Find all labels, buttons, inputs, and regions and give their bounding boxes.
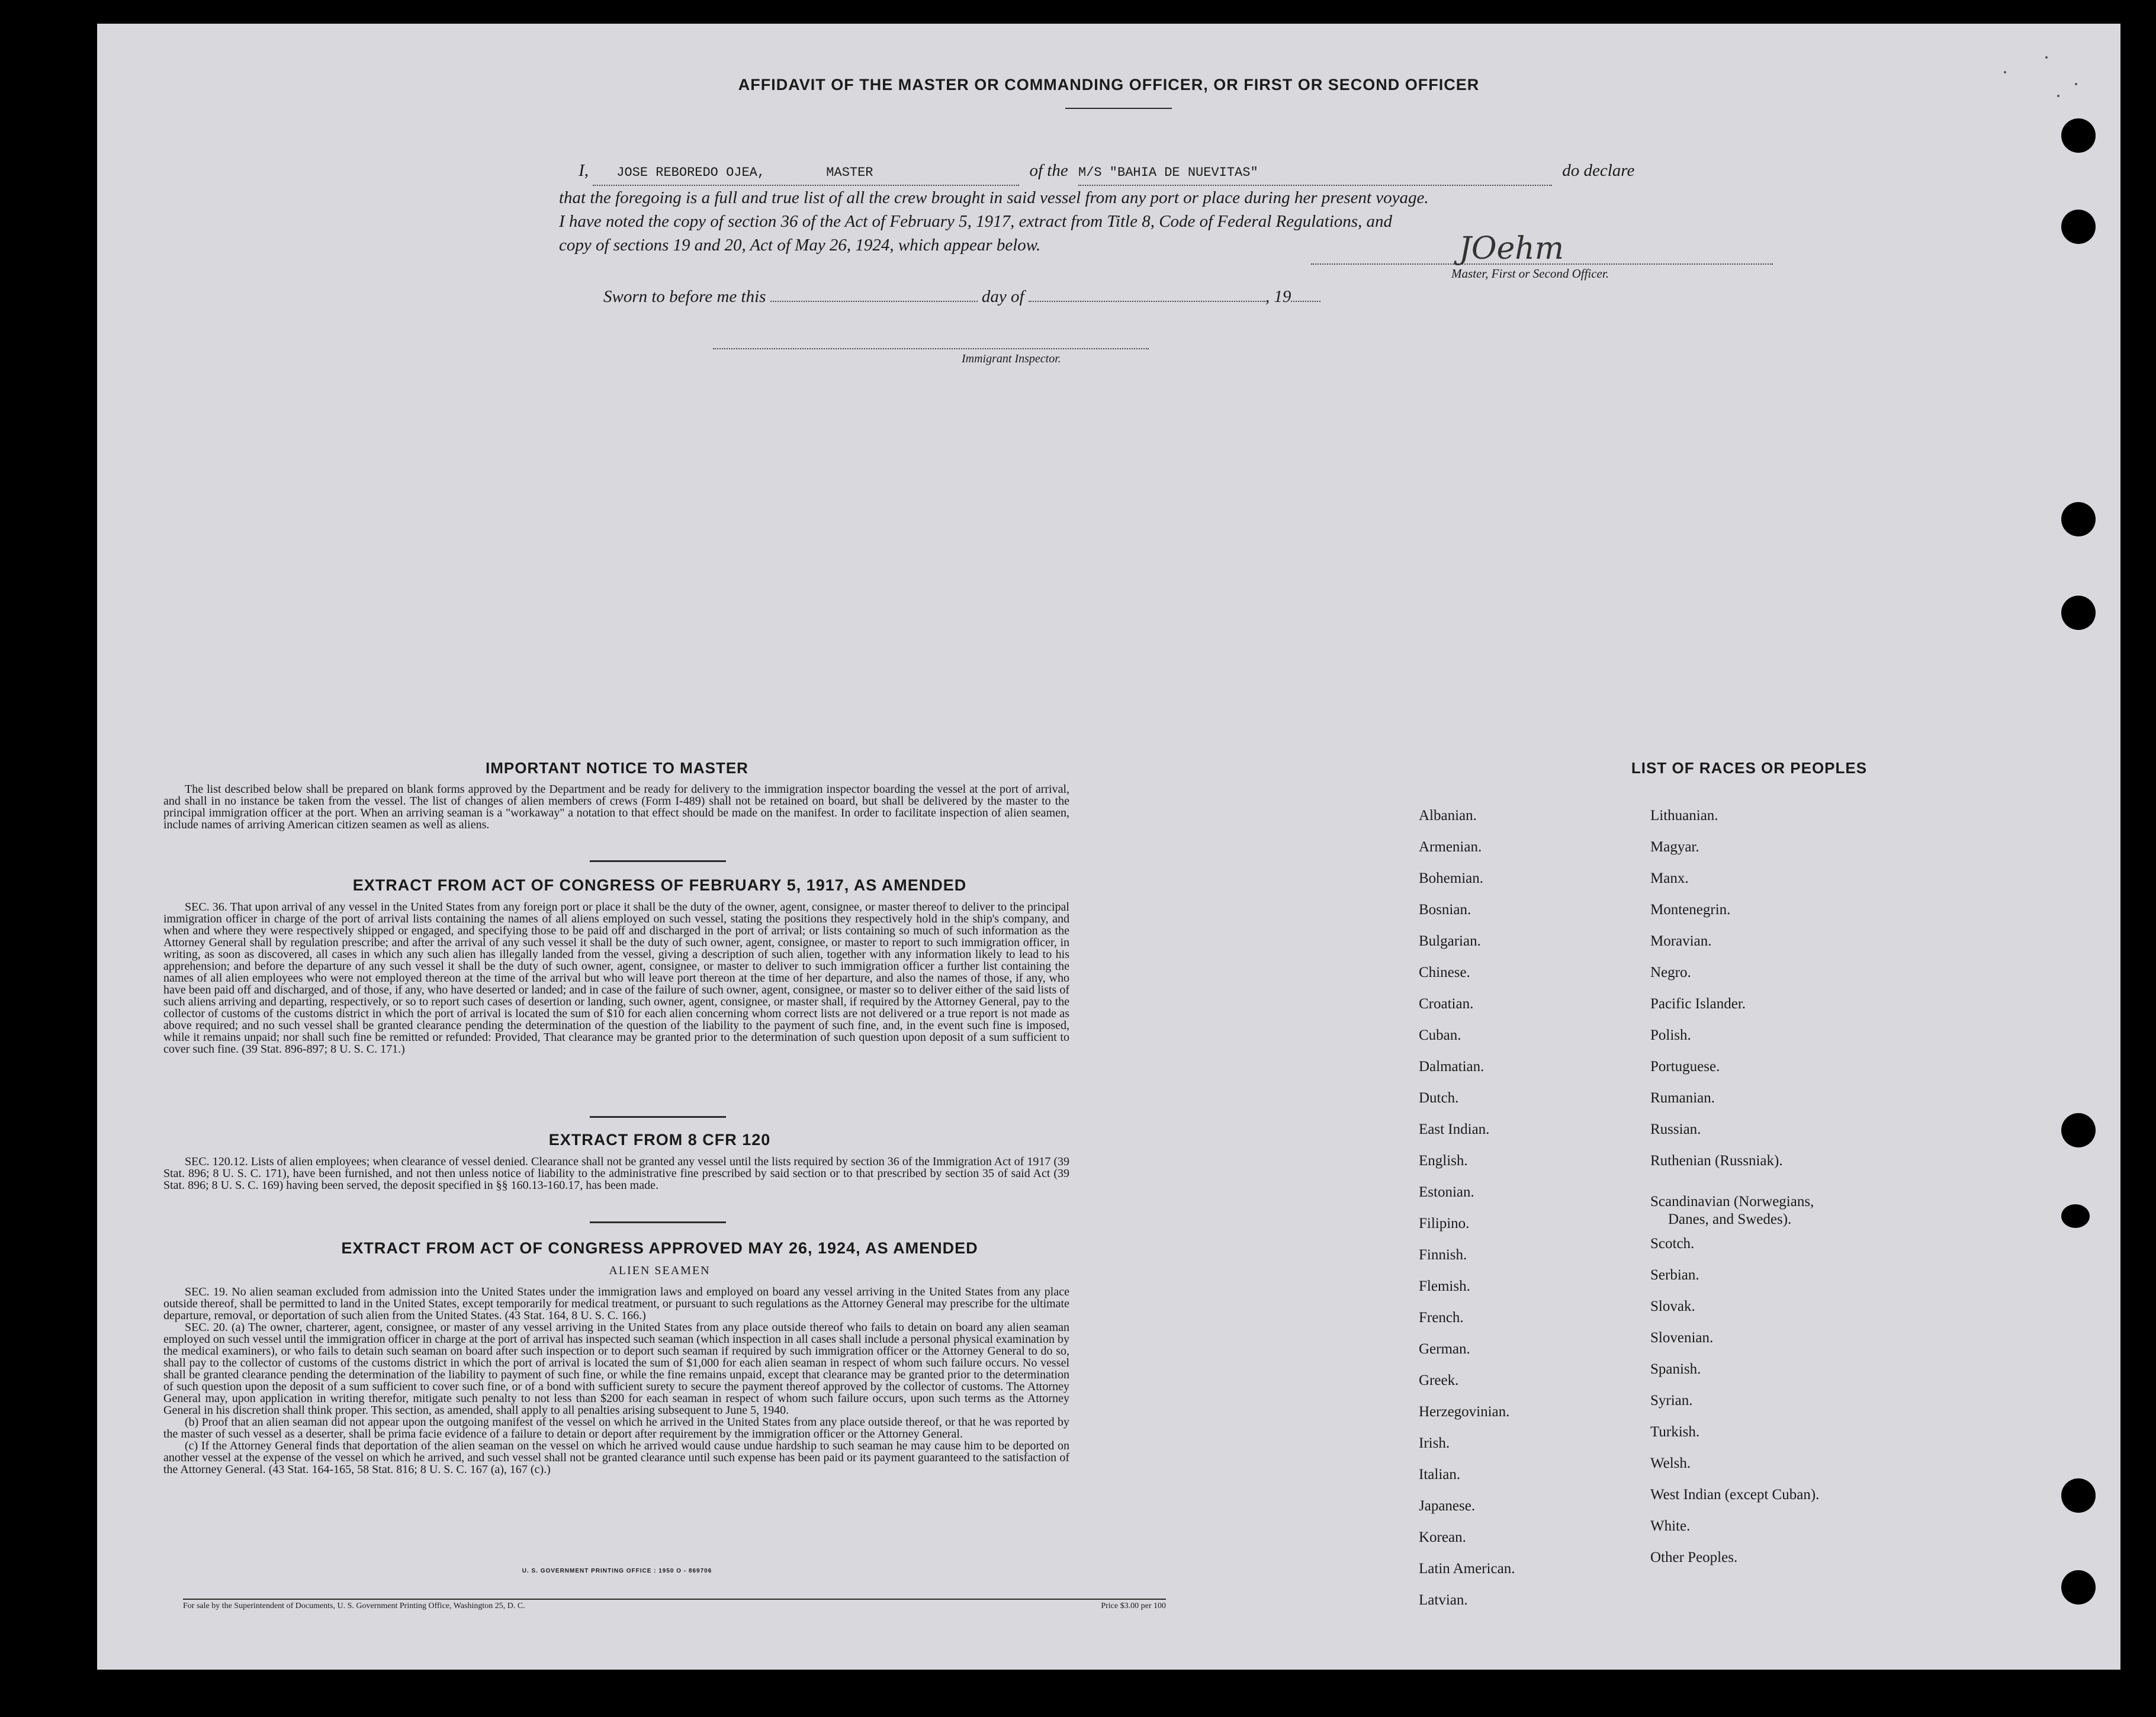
master-name: JOSE REBOREDO OJEA,: [616, 165, 766, 180]
sworn-date-field: [770, 301, 978, 302]
extract-1917-text: SEC. 36. That upon arrival of any vessel in the United States from any foreign port or place it shall be the duty of the owner, agent, consignee, or master thereof to deliver to the principal immigration officer in charge of the port of arrival lists containing the names of all aliens employed on such vessel, stating the positions they respectively hold in the ship's company, and when and where they were respectively shipped or engaged, and specifying those to be paid off and discharged in the port of arrival; or lists containing so much of such information as the Attorney General shall by regulation prescribe; and after the arrival of any such vessel it shall be the duty of such owner, agent, consignee, or master to report to such immigration officer, in writing, as soon as discovered, all cases in which any such alien has illegally landed from the vessel, giving a description of such alien, together with any information likely to lead to his apprehension; and before the departure of any such vessel it shall be the duty of such owner, agent, consignee, or master to deliver to such immigration officer a further list containing the names of all alien employees who were not employed thereon at the time of the arrival but who will leave port thereon at the time of her departure, and also the names of those, if any, who have been paid off and discharged, and of those, if any, who have deserted or landed; and in case of the failure of such owner, agent, consignee, or master so to deliver either of the said lists of such aliens arriving and departing, respectively, or so to report such cases of desertion or landing, such owner, agent, consignee, or master shall, if required by the Attorney General, pay to the collector of customs of the customs district in which the port of arrival is located the sum of $10 for each alien concerning whom correct lists are not delivered or a true report is not made as above required; and no such vessel shall be granted clearance pending the determination of the question of the liability to the payment of such fine, and, in the event such fine is imposed, while it remains unpaid; nor shall such fine be remitted or refunded: Provided, That clearance may be granted prior to the determination of such question upon deposit of a sum sufficient to cover such fine. (39 Stat. 896-897; 8 U. S. C. 171.): [163, 901, 1069, 1056]
affidavit-title: AFFIDAVIT OF THE MASTER OR COMMANDING OFFICER, OR FIRST OR SECOND OFFICER: [738, 76, 1480, 94]
race-item: Danes, and Swedes).: [1668, 1211, 1792, 1227]
race-item: Estonian.: [1419, 1184, 1474, 1200]
extract-cfr-body: [163, 1156, 1069, 1191]
race-item: Herzegovinian.: [1419, 1404, 1510, 1420]
race-item: Turkish.: [1650, 1424, 1700, 1440]
footer: [183, 1602, 1166, 1611]
sworn-year-field: [1291, 301, 1320, 302]
race-item: Dalmatian.: [1419, 1059, 1485, 1075]
notice-text: The list described below shall be prepared on blank forms approved by the Department and be ready for delivery to the immigration inspector boarding the vessel at the port of arrival, and shall in no instance be taken from the vessel. The list of changes of alien members of crews (Form I-489) shall not be retained on board, but shall be delivered by the master to the principal immigration officer at the port. When an arriving seaman is a "workaway" a notation to that effect should be made on the manifest. In order to facilitate inspection of alien seamen, include names of arriving American citizen seamen as well as aliens.: [163, 783, 1069, 831]
footer-rule: [183, 1599, 1166, 1600]
binder-hole: [2061, 502, 2096, 536]
affidavit-line-4: copy of sections 19 and 20, Act of May 26, 1924, which appear below.: [559, 236, 1041, 255]
race-item: Korean.: [1419, 1529, 1466, 1545]
race-item: Scotch.: [1650, 1236, 1695, 1252]
race-item: Syrian.: [1650, 1393, 1693, 1409]
vessel-name: M/S "BAHIA DE NUEVITAS": [1078, 165, 1258, 180]
signature: JOehm: [1459, 231, 1564, 266]
race-item: Croatian.: [1419, 996, 1474, 1012]
race-item: Welsh.: [1650, 1455, 1691, 1471]
race-item: Pacific Islander.: [1650, 996, 1746, 1012]
printing-office-note: U. S. GOVERNMENT PRINTING OFFICE : 1950 O - 869706: [522, 1568, 712, 1574]
extract-1924-subtitle: ALIEN SEAMEN: [609, 1264, 711, 1277]
sec-20b-text: (b) Proof that an alien seaman did not appear upon the outgoing manifest of the vessel on which he arrived in the United States from any place outside thereof, or that he was reported by the master of such vessel as a deserter, shall be prima facie evidence of a failure to detain or deport after requirement by the immigration officer or the Attorney General.: [163, 1416, 1069, 1441]
race-item-scandinavian: [1650, 1193, 1946, 1229]
sworn-year-text: , 19: [1265, 287, 1291, 306]
race-item: Flemish.: [1419, 1278, 1470, 1294]
race-item: French.: [1419, 1310, 1464, 1326]
race-item: Chinese.: [1419, 964, 1470, 980]
race-item: Slovenian.: [1650, 1330, 1714, 1346]
race-item: Ruthenian (Russniak).: [1650, 1153, 1783, 1169]
footer-price: Price $3.00 per 100: [1101, 1602, 1166, 1610]
race-item: Lithuanian.: [1650, 808, 1718, 824]
race-item: Manx.: [1650, 870, 1689, 886]
race-item: Portuguese.: [1650, 1059, 1720, 1075]
race-item: Negro.: [1650, 964, 1691, 980]
speck: [2057, 95, 2059, 97]
races-left-column: [1419, 808, 1632, 1623]
master-name-field: [593, 161, 1019, 186]
race-item: Armenian.: [1419, 839, 1482, 855]
race-item: Bohemian.: [1419, 870, 1484, 886]
race-item: Russian.: [1650, 1121, 1701, 1137]
race-item: English.: [1419, 1153, 1468, 1169]
binder-hole: [2061, 1204, 2090, 1228]
sworn-month-field: [1029, 301, 1265, 302]
speck: [2004, 71, 2006, 73]
races-right-column: [1650, 808, 1946, 1581]
extract-1924-title: EXTRACT FROM ACT OF CONGRESS APPROVED MAY 26, 1924, AS AMENDED: [341, 1239, 978, 1257]
race-item: Serbian.: [1650, 1267, 1699, 1283]
divider: [590, 1116, 726, 1118]
race-item: Bosnian.: [1419, 902, 1471, 918]
race-item: East Indian.: [1419, 1121, 1490, 1137]
of-the-text: of the: [1029, 161, 1068, 180]
affidavit-body: [559, 159, 1785, 257]
affidavit-line-3: I have noted the copy of section 36 of the Act of February 5, 1917, extract from Title 8, Code of Federal Regulations, and: [559, 212, 1393, 231]
race-item: Moravian.: [1650, 933, 1712, 949]
extract-cfr-text: SEC. 120.12. Lists of alien employees; when clearance of vessel denied. Clearance shall not be granted any vessel until the lists required by section 36 of the Immigration Act of 1917 (39 Stat. 896; 8 U. S. C. 171), have been furnished, and not then unless notice of liability to the administrative fine prescribed by said section or to that prescribed by section 35 of said Act (39 Stat. 896; 8 U. S. C. 169) having been served, the deposit specified in §§ 160.13-160.17, has been made.: [163, 1155, 1069, 1192]
race-item: Polish.: [1650, 1027, 1691, 1043]
divider: [1065, 108, 1172, 109]
sec-20a-text: SEC. 20. (a) The owner, charterer, agent, consignee, or master of any vessel arriving in the United States from any place outside thereof who fails to detain on board any alien seaman employed on such vessel until the immigration officer in charge at the port of arrival has inspected such seaman (which inspection in all cases shall include a personal physical examination by the medical examiners), or who fails to detain such seaman on board after such inspection or to deport such seaman if required by such immigration officer or the Attorney General to do so, shall pay to the collector of customs of the customs district in which the port of arrival is located the sum of $1,000 for each alien seaman in respect of whom such failure occurs. No vessel shall be granted clearance pending the determination of the liability to payment of such fine, or while the fine remains unpaid, except that clearance may be granted prior to the determination of such question upon the deposit of a sum sufficient to cover such fine, or of a bond with sufficient surety to secure the payment thereof approved by the collector of customs. The Attorney General may, upon application in writing therefor, mitigate such penalty to not less than $200 for each seaman in respect of whom such failure occurs, upon such terms as the Attorney General in his discretion shall think proper. This section, as amended, shall apply to all penalties arising subsequent to June 5, 1940.: [163, 1321, 1069, 1417]
race-item: Latvian.: [1419, 1592, 1468, 1608]
race-item: Finnish.: [1419, 1247, 1467, 1263]
binder-hole: [2061, 118, 2096, 153]
sec-20c-text: (c) If the Attorney General finds that deportation of the alien seaman on the vessel on which he arrived would cause undue hardship to such seaman he may cause him to be deported on another vessel at the expense of the vessel on which he arrived, and such vessel shall not be granted clearance until such expense has been paid or its payment guaranteed to the satisfaction of the Attorney General. (43 Stat. 164-165, 58 Stat. 816; 8 U. S. C. 167 (a), 167 (c).): [163, 1439, 1069, 1476]
notice-title: IMPORTANT NOTICE TO MASTER: [486, 759, 748, 777]
i-word: I,: [579, 161, 589, 180]
race-item: Spanish.: [1650, 1361, 1701, 1377]
divider: [590, 860, 726, 862]
notice-body: [163, 783, 1069, 831]
race-item: Italian.: [1419, 1467, 1461, 1483]
binder-hole: [2061, 210, 2096, 244]
sec-19-text: SEC. 19. No alien seaman excluded from admission into the United States under the immigration laws and employed on board any vessel arriving in the United States from any place outside thereof, shall be permitted to land in the United States, except temporarily for medical treatment, or pursuant to such regulations as the Attorney General may prescribe for the ultimate departure, removal, or deportation of such alien from the United States. (43 Stat. 164, 8 U. S. C. 166.): [163, 1285, 1069, 1322]
binder-hole: [2061, 1113, 2096, 1147]
binder-hole: [2061, 596, 2096, 630]
race-item: Scandinavian (Norwegians,: [1650, 1194, 1814, 1210]
race-item: Cuban.: [1419, 1027, 1461, 1043]
race-item: West Indian (except Cuban).: [1650, 1487, 1820, 1503]
divider: [590, 1221, 726, 1223]
speck: [2075, 83, 2077, 85]
race-item: White.: [1650, 1518, 1691, 1534]
master-rank: MASTER: [826, 165, 873, 180]
do-declare-text: do declare: [1562, 161, 1635, 180]
document-page: [97, 24, 2120, 1670]
race-item: Dutch.: [1419, 1090, 1459, 1106]
sworn-line: [603, 287, 1320, 307]
race-item: Montenegrin.: [1650, 902, 1731, 918]
race-item: Irish.: [1419, 1435, 1450, 1451]
race-item: Japanese.: [1419, 1498, 1476, 1514]
inspector-line: [713, 348, 1149, 349]
race-item: German.: [1419, 1341, 1470, 1357]
affidavit-line-2: that the foregoing is a full and true list of all the crew brought in said vessel from any port or place during her present voyage.: [559, 188, 1429, 207]
extract-1917-body: [163, 901, 1069, 1055]
speck: [2045, 56, 2048, 59]
race-item: Bulgarian.: [1419, 933, 1481, 949]
binder-hole: [2061, 1478, 2096, 1513]
signature-label: Master, First or Second Officer.: [1451, 266, 1609, 281]
race-item: Albanian.: [1419, 808, 1477, 824]
binder-hole: [2061, 1570, 2096, 1605]
race-item: Slovak.: [1650, 1298, 1695, 1314]
inspector-label: Immigrant Inspector.: [962, 352, 1061, 365]
sworn-prefix: Sworn to before me this: [603, 287, 766, 306]
race-item: Rumanian.: [1650, 1090, 1715, 1106]
race-item: Magyar.: [1650, 839, 1699, 855]
race-item: Other Peoples.: [1650, 1549, 1738, 1565]
race-item: Latin American.: [1419, 1561, 1515, 1577]
affidavit-line-1: [559, 159, 1785, 186]
extract-cfr-title: EXTRACT FROM 8 CFR 120: [548, 1131, 771, 1149]
extract-1917-title: EXTRACT FROM ACT OF CONGRESS OF FEBRUARY 5, 1917, AS AMENDED: [352, 876, 967, 894]
footer-sale-text: For sale by the Superintendent of Documents, U. S. Government Printing Office, Washington 25, D. C.: [183, 1602, 525, 1610]
races-title: LIST OF RACES OR PEOPLES: [1631, 759, 1868, 777]
sworn-day-text: day of: [981, 287, 1024, 306]
race-item: Greek.: [1419, 1372, 1459, 1388]
extract-1924-body: [163, 1286, 1069, 1475]
race-item: Filipino.: [1419, 1216, 1470, 1232]
vessel-field: [1078, 161, 1552, 186]
